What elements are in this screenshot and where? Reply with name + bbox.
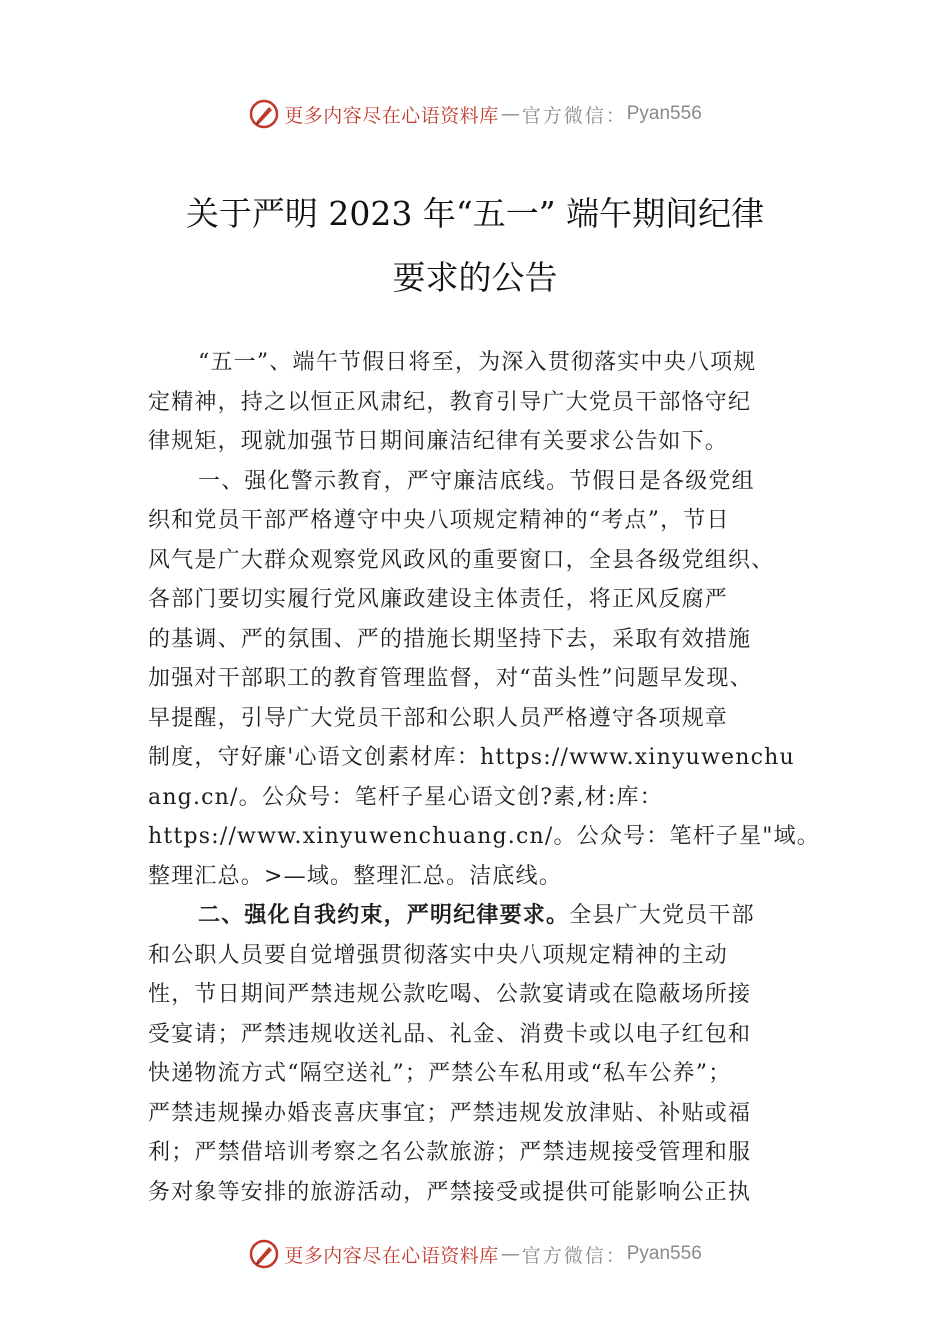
title-line-2: 要求的公告 [392,258,558,297]
body-line: 受宴请；严禁违规收送礼品、礼金、消费卡或以电子红包和 [148,1021,752,1047]
body-line: https://www.xinyuwenchuang.cn/。公众号：笔杆子星"域。 [148,824,821,849]
body-line: “五一”、端午节假日将至，为深入贯彻落实中央八项规 [198,350,757,375]
document-body [148,343,828,1212]
banner-promo-text: 更多内容尽在心语资料库 [284,104,499,127]
section-2-first-line [148,896,828,936]
banner-wechat-id: Pyan556 [626,1243,702,1264]
body-line: 和公职人员要自觉增强贯彻落实中央八项规定精神的主动 [148,942,729,968]
body-line: 制度，守好廉'心语文创素材库：https://www.xinyuwenchu [148,745,795,770]
body-line: 各部门要切实履行党风廉政建设主体责任，将正风反腐严 [148,587,729,612]
document-title [100,182,850,310]
title-line-1: 关于严明 2023 年“五一” 端午期间纪律 [185,194,765,233]
pen-logo-icon [248,98,280,130]
body-line: 织和党员干部严格遵守中央八项规定精神的“考点”，节日 [148,508,730,533]
body-line: 利；严禁借培训考察之名公款旅游；严禁违规接受管理和服 [148,1140,752,1165]
banner-separator: — [500,103,520,125]
body-line: 的基调、严的氛围、严的措施长期坚持下去，采取有效措施 [148,626,752,652]
body-line: 整理汇总。>—域。整理汇总。洁底线。 [148,863,563,889]
body-line: 风气是广大群众观察党风政风的重要窗口，全县各级党组织、 [148,547,775,573]
banner-wechat-label: 官方微信： [521,104,627,127]
pen-logo-icon [248,1238,280,1270]
banner-wechat-id: Pyan556 [626,103,702,124]
body-line: 快递物流方式“隔空送礼”；严禁公车私用或“私车公养”； [148,1061,732,1086]
body-line: 定精神，持之以恒正风肃纪，教育引导广大党员干部恪守纪 [148,389,752,415]
banner-promo-text: 更多内容尽在心语资料库 [284,1244,499,1267]
section-2-lead: 全县广大党员干部 [569,903,755,928]
body-line: 性，节日期间严禁违规公款吃喝、公款宴请或在隐蔽场所接 [148,982,752,1007]
body-line: 务对象等安排的旅游活动，严禁接受或提供可能影响公正执 [148,1179,752,1205]
body-line: 早提醒，引导广大党员干部和公职人员严格遵守各项规章 [148,705,729,731]
section-2-heading: 二、强化自我约束，严明纪律要求。 [198,903,570,928]
footer-banner [0,1232,950,1276]
body-line: ang.cn/。公众号：笔杆子星心语文创?素,材:库： [148,784,663,810]
header-banner [0,92,950,136]
body-line: 加强对干部职工的教育管理监督，对“苗头性”问题早发现、 [148,666,753,691]
banner-wechat-label: 官方微信： [521,1244,627,1267]
body-line: 律规矩，现就加强节日期间廉洁纪律有关要求公告如下。 [148,429,729,454]
banner-separator: — [500,1243,520,1265]
body-line: 一、强化警示教育，严守廉洁底线。节假日是各级党组 [198,468,755,494]
body-line: 严禁违规操办婚丧喜庆事宜；严禁违规发放津贴、补贴或福 [148,1100,752,1126]
